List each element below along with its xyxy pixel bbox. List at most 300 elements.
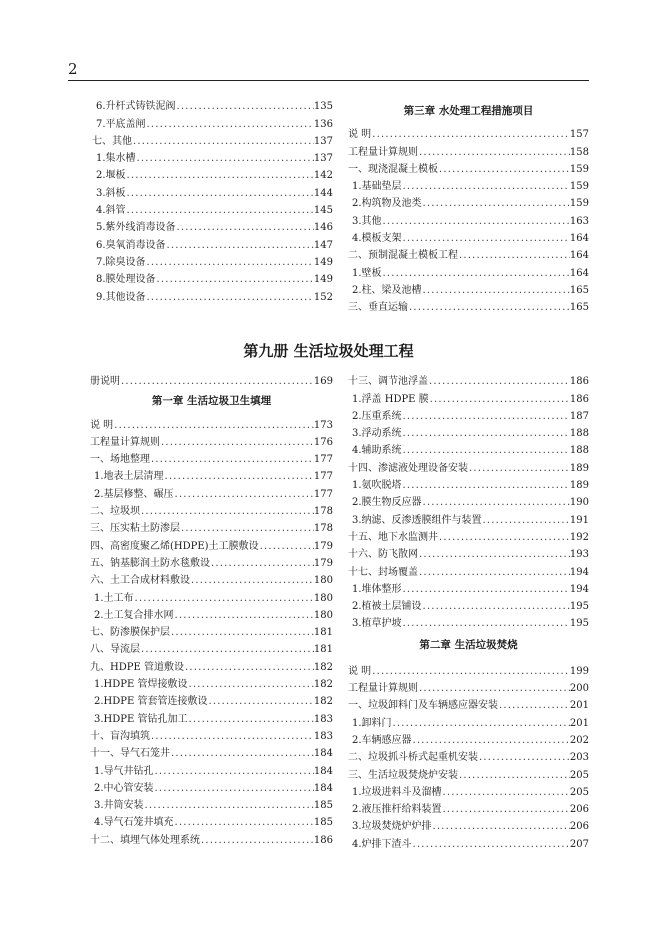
- toc-leader-dots: [126, 170, 314, 181]
- toc-entry-title: 八、导流层: [90, 644, 140, 656]
- toc-entry-title: 4.炉排下渣斗: [352, 838, 412, 850]
- toc-leader-dots: [402, 584, 570, 595]
- toc-entry-title: 6.臭氧消毒设备: [96, 239, 166, 251]
- toc-entry-title: 3.井筒安装: [94, 800, 144, 812]
- toc-entry-page: 187: [569, 410, 589, 422]
- toc-entry: [90, 655, 333, 672]
- toc-entry: [90, 370, 333, 387]
- toc-leader-dots: [200, 835, 314, 846]
- toc-entry-page: 159: [569, 181, 589, 193]
- toc-entry-title: 3.纳滤、反渗透膜组件与装置: [352, 514, 482, 526]
- toc-leader-dots: [190, 575, 314, 586]
- toc-leader-dots: [154, 783, 314, 794]
- toc-leader-dots: [402, 445, 570, 456]
- toc-entry-title: 九、HDPE 管道敷设: [90, 661, 184, 673]
- toc-entry: [92, 147, 333, 164]
- toc-leader-dots: [208, 696, 314, 707]
- toc-entry: [90, 482, 333, 499]
- toc-entry-page: 146: [313, 222, 333, 234]
- toc-entry: [90, 517, 333, 534]
- toc-entry: [348, 746, 589, 763]
- toc-entry-page: 188: [569, 428, 589, 440]
- toc-entry-title: 3.斜板: [96, 187, 126, 199]
- toc-leader-dots: [418, 683, 570, 694]
- toc-top-left: [92, 95, 333, 303]
- toc-entry-title: 2.构筑物及池类: [352, 198, 422, 210]
- toc-entry-page: 179: [313, 557, 333, 569]
- toc-entry: [348, 659, 589, 676]
- toc-entry: [92, 181, 333, 198]
- toc-entry-page: 201: [569, 700, 589, 712]
- toc-leader-dots: [132, 136, 314, 147]
- toc-entry: [348, 439, 589, 456]
- toc-entry-title: 五、钠基膨润土防水毯敷设: [90, 557, 210, 569]
- toc-leader-dots: [156, 274, 314, 285]
- toc-entry-title: 三、垂直运输: [348, 302, 408, 314]
- toc-entry-title: 1.壁板: [352, 267, 382, 279]
- toc-entry-title: 七、防渗膜保护层: [90, 627, 170, 639]
- toc-entry-title: 2.土工复合排水网: [94, 609, 174, 621]
- toc-entry: [348, 192, 589, 209]
- toc-entry-page: 180: [313, 592, 333, 604]
- toc-entry-title: 4.导气石笼井填充: [94, 817, 174, 829]
- toc-entry-page: 186: [313, 834, 333, 846]
- toc-leader-dots: [402, 233, 570, 244]
- toc-entry-page: 165: [569, 284, 589, 296]
- toc-entry-page: 199: [569, 665, 589, 677]
- toc-entry-page: 182: [313, 679, 333, 691]
- toc-entry: [90, 500, 333, 517]
- toc-leader-dots: [458, 250, 570, 261]
- toc-entry: [90, 794, 333, 811]
- toc-entry: [348, 526, 589, 543]
- toc-entry-page: 163: [569, 215, 589, 227]
- toc-entry: [92, 285, 333, 302]
- toc-entry: [90, 690, 333, 707]
- chapter-heading-water-measures: 第三章 水处理工程措施项目: [403, 104, 534, 117]
- toc-entry: [348, 578, 589, 595]
- toc-entry-page: 149: [313, 256, 333, 268]
- toc-entry-page: 182: [313, 661, 333, 673]
- toc-entry-page: 191: [569, 514, 589, 526]
- toc-entry-page: 145: [313, 205, 333, 217]
- toc-entry: [348, 140, 589, 157]
- toc-bottom-right: [348, 370, 589, 850]
- chapter-heading-incineration: 第二章 生活垃圾焚烧: [419, 638, 518, 651]
- toc-leader-dots: [422, 497, 570, 508]
- toc-entry-title: 3.浮动系统: [352, 428, 402, 440]
- toc-entry-page: 183: [313, 713, 333, 725]
- toc-leader-dots: [402, 480, 570, 491]
- toc-leader-dots: [371, 666, 570, 677]
- toc-entry-title: 二、垃圾抓斗桥式起重机安装: [348, 752, 478, 764]
- toc-entry-page: 177: [313, 471, 333, 483]
- toc-entry-title: 3.其他: [352, 215, 382, 227]
- toc-leader-dots: [382, 216, 570, 227]
- toc-leader-dots: [174, 489, 314, 500]
- toc-entry: [90, 742, 333, 759]
- toc-entry-title: 工程量计算规则: [348, 683, 418, 695]
- toc-entry-page: 183: [313, 730, 333, 742]
- toc-entry: [90, 828, 333, 845]
- toc-leader-dots: [140, 644, 314, 655]
- toc-entry: [348, 612, 589, 629]
- toc-entry: [90, 621, 333, 638]
- toc-entry-page: 142: [313, 170, 333, 182]
- toc-leader-dots: [150, 454, 314, 465]
- toc-entry-title: 1.垃圾进料斗及溜槽: [352, 786, 442, 798]
- toc-entry-page: 164: [569, 233, 589, 245]
- toc-entry-title: 说 明: [348, 665, 372, 677]
- toc-entry-title: 十一、导气石笼井: [90, 748, 170, 760]
- toc-entry-page: 152: [313, 291, 333, 303]
- toc-entry-page: 181: [313, 644, 333, 656]
- toc-entry-title: 四、高密度聚乙烯(HDPE)土工膜敷设: [90, 540, 259, 552]
- toc-entry-page: 185: [313, 817, 333, 829]
- toc-entry: [348, 456, 589, 473]
- book-title: 第九册 生活垃圾处理工程: [243, 342, 414, 360]
- chapter-heading-landfill: 第一章 生活垃圾卫生填埋: [151, 394, 272, 407]
- toc-entry: [90, 534, 333, 551]
- toc-entry-page: 206: [569, 821, 589, 833]
- page-number: 2: [68, 60, 78, 78]
- toc-entry: [90, 448, 333, 465]
- toc-entry-page: 178: [313, 523, 333, 535]
- toc-entry-page: 177: [313, 488, 333, 500]
- toc-entry: [90, 569, 333, 586]
- toc-entry: [90, 777, 333, 794]
- toc-entry: [348, 405, 589, 422]
- toc-leader-dots: [176, 101, 314, 112]
- toc-entry: [92, 199, 333, 216]
- toc-entry: [90, 552, 333, 569]
- toc-entry-page: 159: [569, 198, 589, 210]
- toc-leader-dots: [371, 129, 570, 140]
- toc-leader-dots: [166, 240, 314, 251]
- toc-entry-title: 1.导气井钻孔: [94, 765, 154, 777]
- toc-entry-page: 144: [313, 187, 333, 199]
- toc-entry: [90, 431, 333, 448]
- toc-leader-dots: [188, 714, 314, 725]
- toc-leader-dots: [438, 532, 570, 543]
- toc-entry: [90, 811, 333, 828]
- toc-entry-page: 182: [313, 696, 333, 708]
- toc-entry-title: 一、现浇混凝土模板: [348, 163, 438, 175]
- toc-entry-title: 2.中心管安装: [94, 782, 154, 794]
- toc-entry: [92, 130, 333, 147]
- toc-entry-title: 1.地表土层清理: [94, 471, 164, 483]
- toc-entry: [348, 543, 589, 560]
- toc-entry: [90, 586, 333, 603]
- toc-entry-page: 203: [569, 752, 589, 764]
- toc-leader-dots: [120, 376, 314, 387]
- toc-entry-page: 165: [569, 302, 589, 314]
- toc-entry-title: 5.紫外线消毒设备: [96, 222, 176, 234]
- toc-entry-title: 7.除臭设备: [96, 256, 146, 268]
- toc-entry: [90, 759, 333, 776]
- header-rule: [68, 80, 589, 81]
- toc-leader-dots: [136, 153, 314, 164]
- toc-entry-page: 184: [313, 765, 333, 777]
- toc-entry-title: 工程量计算规则: [90, 436, 160, 448]
- toc-entry-page: 194: [569, 583, 589, 595]
- toc-entry: [348, 560, 589, 577]
- toc-leader-dots: [402, 181, 570, 192]
- toc-entry: [348, 296, 589, 313]
- toc-entry-title: 4.斜管: [96, 205, 126, 217]
- toc-entry-page: 137: [313, 135, 333, 147]
- toc-entry-page: 201: [569, 717, 589, 729]
- toc-entry-title: 2.车辆感应器: [352, 734, 412, 746]
- toc-leader-dots: [412, 735, 570, 746]
- toc-entry: [92, 216, 333, 233]
- toc-entry-page: 205: [569, 786, 589, 798]
- toc-entry: [348, 491, 589, 508]
- toc-leader-dots: [170, 627, 314, 638]
- toc-entry: [90, 707, 333, 724]
- toc-leader-dots: [140, 506, 314, 517]
- toc-leader-dots: [126, 188, 314, 199]
- toc-entry: [90, 673, 333, 690]
- toc-entry: [348, 781, 589, 798]
- toc-leader-dots: [402, 411, 570, 422]
- toc-entry-title: 十三、调节池浮盖: [348, 376, 428, 388]
- toc-entry-title: 1.土工布: [94, 592, 134, 604]
- toc-leader-dots: [442, 787, 570, 798]
- toc-entry: [348, 763, 589, 780]
- toc-leader-dots: [259, 541, 314, 552]
- toc-entry-title: 6.升杆式铸铁泥阀: [96, 101, 176, 113]
- toc-entry-page: 169: [313, 376, 333, 388]
- toc-entry: [348, 175, 589, 192]
- toc-leader-dots: [150, 731, 314, 742]
- toc-leader-dots: [429, 394, 570, 405]
- toc-entry-title: 二、垃圾坝: [90, 506, 140, 518]
- toc-entry-page: 135: [313, 101, 333, 113]
- toc-entry: [348, 370, 589, 387]
- toc-leader-dots: [438, 164, 570, 175]
- toc-entry-title: 2.基层修整、碾压: [94, 488, 174, 500]
- toc-entry-page: 157: [569, 129, 589, 141]
- toc-entry: [348, 422, 589, 439]
- toc-entry: [348, 508, 589, 525]
- toc-entry-title: 工程量计算规则: [348, 146, 418, 158]
- toc-leader-dots: [392, 718, 570, 729]
- toc-entry: [348, 209, 589, 226]
- toc-entry: [92, 251, 333, 268]
- toc-bottom-left: [90, 370, 333, 846]
- toc-leader-dots: [188, 679, 314, 690]
- toc-leader-dots: [174, 817, 314, 828]
- toc-entry-page: 207: [569, 838, 589, 850]
- toc-top-right: [348, 97, 589, 313]
- toc-entry: [348, 595, 589, 612]
- toc-entry-page: 194: [569, 566, 589, 578]
- toc-entry: [348, 279, 589, 296]
- toc-entry: [348, 815, 589, 832]
- toc-entry-title: 六、土工合成材料敷设: [90, 575, 190, 587]
- toc-entry-title: 十四、渗滤液处理设备安装: [348, 462, 468, 474]
- toc-entry-title: 1.堆体整形: [352, 583, 402, 595]
- toc-entry: [90, 413, 333, 430]
- toc-entry-page: 188: [569, 445, 589, 457]
- toc-entry: [348, 798, 589, 815]
- toc-entry-page: 173: [313, 419, 333, 431]
- toc-entry: [92, 112, 333, 129]
- toc-entry-title: 3.垃圾焚烧炉炉排: [352, 821, 432, 833]
- toc-leader-dots: [422, 198, 570, 209]
- toc-leader-dots: [146, 257, 314, 268]
- toc-entry: [348, 123, 589, 140]
- toc-entry: [348, 474, 589, 491]
- toc-entry-page: 136: [313, 118, 333, 130]
- toc-entry-title: 七、其他: [92, 135, 132, 147]
- toc-entry: [348, 244, 589, 261]
- toc-entry-title: 1.HDPE 管焊接敷设: [94, 679, 188, 691]
- toc-leader-dots: [418, 147, 570, 158]
- toc-entry-page: 159: [569, 163, 589, 175]
- toc-entry-page: 189: [569, 462, 589, 474]
- toc-entry-page: 185: [313, 800, 333, 812]
- toc-entry-title: 1.浮盖 HDPE 膜: [352, 393, 429, 405]
- toc-entry-title: 2.堰板: [96, 170, 126, 182]
- toc-leader-dots: [468, 463, 570, 474]
- toc-entry-title: 3.植草护坡: [352, 618, 402, 630]
- toc-leader-dots: [478, 752, 570, 763]
- toc-leader-dots: [180, 523, 314, 534]
- toc-leader-dots: [170, 748, 314, 759]
- toc-entry-title: 十、盲沟填筑: [90, 730, 150, 742]
- toc-leader-dots: [164, 471, 314, 482]
- toc-entry-page: 206: [569, 804, 589, 816]
- toc-entry-title: 2.膜生物反应器: [352, 497, 422, 509]
- toc-entry-page: 147: [313, 239, 333, 251]
- toc-entry-page: 178: [313, 506, 333, 518]
- toc-entry-page: 195: [569, 601, 589, 613]
- toc-entry-page: 200: [569, 683, 589, 695]
- toc-leader-dots: [154, 766, 314, 777]
- toc-entry-title: 册说明: [90, 376, 120, 388]
- toc-entry-page: 184: [313, 748, 333, 760]
- toc-leader-dots: [184, 662, 314, 673]
- toc-leader-dots: [160, 437, 314, 448]
- toc-leader-dots: [482, 515, 570, 526]
- toc-entry-title: 说 明: [90, 419, 114, 431]
- toc-entry-page: 158: [569, 146, 589, 158]
- toc-entry-page: 186: [569, 393, 589, 405]
- toc-leader-dots: [134, 593, 314, 604]
- toc-entry-title: 十七、封场覆盖: [348, 566, 418, 578]
- toc-entry: [348, 729, 589, 746]
- toc-entry: [348, 227, 589, 244]
- toc-leader-dots: [146, 119, 314, 130]
- toc-entry: [90, 638, 333, 655]
- toc-entry-title: 2.HDPE 管套管连接敷设: [94, 696, 208, 708]
- toc-entry-title: 二、预制混凝土模板工程: [348, 250, 458, 262]
- toc-entry-title: 2.液压推杆给料装置: [352, 804, 442, 816]
- toc-entry-page: 180: [313, 575, 333, 587]
- toc-entry-page: 180: [313, 609, 333, 621]
- toc-entry-title: 4.辅助系统: [352, 445, 402, 457]
- toc-entry-title: 8.膜处理设备: [96, 274, 156, 286]
- toc-entry-page: 192: [569, 531, 589, 543]
- toc-leader-dots: [422, 601, 570, 612]
- toc-entry-title: 1.基础垫层: [352, 181, 402, 193]
- toc-entry-title: 三、压实粘土防渗层: [90, 523, 180, 535]
- toc-leader-dots: [174, 610, 314, 621]
- toc-entry: [90, 725, 333, 742]
- toc-entry-title: 十六、防飞散网: [348, 549, 418, 561]
- toc-entry-title: 1.集水槽: [96, 153, 136, 165]
- toc-leader-dots: [418, 567, 570, 578]
- toc-entry-page: 176: [313, 436, 333, 448]
- toc-entry-title: 一、场地整理: [90, 454, 150, 466]
- toc-leader-dots: [146, 292, 314, 303]
- toc-entry-page: 202: [569, 734, 589, 746]
- toc-entry-page: 149: [313, 274, 333, 286]
- toc-entry: [348, 261, 589, 278]
- toc-entry: [348, 158, 589, 175]
- toc-leader-dots: [428, 376, 570, 387]
- toc-entry-page: 181: [313, 627, 333, 639]
- toc-entry-title: 2.柱、梁及池槽: [352, 284, 422, 296]
- toc-entry-title: 说 明: [348, 129, 372, 141]
- toc-leader-dots: [382, 268, 570, 279]
- toc-entry-page: 193: [569, 549, 589, 561]
- toc-entry-title: 9.其他设备: [96, 291, 146, 303]
- toc-leader-dots: [432, 821, 570, 832]
- toc-entry-title: 1.卸料门: [352, 717, 392, 729]
- toc-entry-title: 一、垃圾卸料门及车辆感应器安装: [348, 700, 498, 712]
- toc-entry-page: 190: [569, 497, 589, 509]
- toc-entry: [90, 465, 333, 482]
- toc-leader-dots: [442, 804, 570, 815]
- toc-entry-page: 164: [569, 267, 589, 279]
- toc-entry-title: 1.氨吹脱塔: [352, 480, 402, 492]
- toc-entry-page: 186: [569, 376, 589, 388]
- toc-entry: [348, 387, 589, 404]
- toc-leader-dots: [402, 618, 570, 629]
- toc-entry-page: 189: [569, 480, 589, 492]
- toc-leader-dots: [402, 428, 570, 439]
- toc-entry: [348, 677, 589, 694]
- toc-entry-page: 164: [569, 250, 589, 262]
- toc-leader-dots: [422, 285, 570, 296]
- toc-entry: [92, 95, 333, 112]
- toc-entry: [348, 832, 589, 849]
- toc-entry-title: 2.植被土层铺设: [352, 601, 422, 613]
- toc-entry: [90, 604, 333, 621]
- toc-entry-title: 2.压重系统: [352, 410, 402, 422]
- toc-leader-dots: [126, 205, 314, 216]
- toc-entry: [92, 164, 333, 181]
- toc-entry: [348, 694, 589, 711]
- toc-leader-dots: [408, 302, 570, 313]
- toc-leader-dots: [113, 420, 314, 431]
- toc-entry-page: 195: [569, 618, 589, 630]
- toc-entry-title: 7.平底盖闸: [96, 118, 146, 130]
- toc-entry-page: 137: [313, 153, 333, 165]
- toc-entry-title: 三、生活垃圾焚烧炉安装: [348, 769, 458, 781]
- toc-entry-title: 3.HDPE 管钻孔加工: [94, 713, 188, 725]
- toc-leader-dots: [412, 839, 570, 850]
- toc-leader-dots: [458, 770, 570, 781]
- toc-leader-dots: [144, 800, 314, 811]
- toc-entry-page: 184: [313, 782, 333, 794]
- toc-entry-page: 177: [313, 454, 333, 466]
- toc-entry-title: 十二、填埋气体处理系统: [90, 834, 200, 846]
- toc-leader-dots: [210, 558, 314, 569]
